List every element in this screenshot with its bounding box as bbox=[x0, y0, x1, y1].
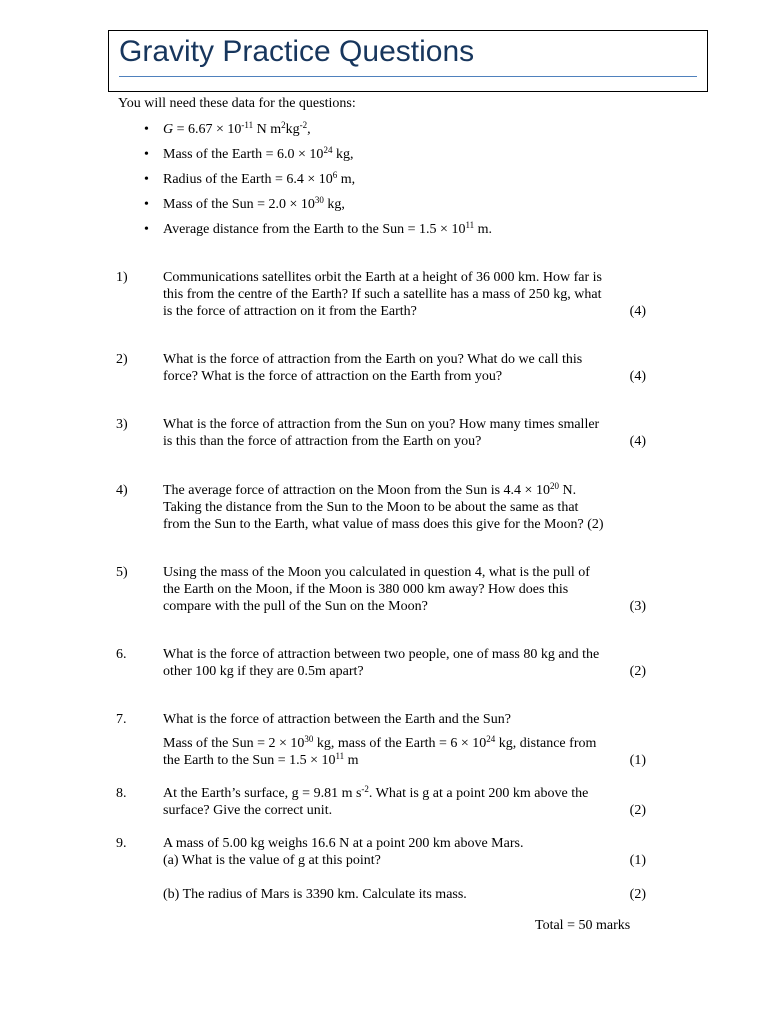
question-5: Using the mass of the Moon you calculated in question 4, what is the pull of the Earth on the Moon, if the Moon is 380 000 km away? How does this compare with the pull of the Sun on the Moon? (3) bbox=[163, 565, 646, 614]
question-number: 1) bbox=[116, 270, 128, 285]
question-8: At the Earth’s surface, g = 9.81 m $s^{-2}$. What is g at a point 200 km above the surface? Give the correct unit. (2) bbox=[163, 784, 646, 818]
marks: (4) bbox=[629, 369, 646, 384]
question-7: What is the force of attraction between the Earth and the Sun? Mass of the Sun = $2 \times 10^{30}$ kg, mass of the Earth = $6 \times 10^{24}$ kg, distance from the Earth to the Sun = $1.5 \times 10^{11}$ m (1) bbox=[163, 712, 646, 768]
question-number: 6. bbox=[116, 647, 127, 662]
question-number: 2) bbox=[116, 352, 128, 367]
data-item-earth-mass: Mass of the Earth = $6.0 \times 10^{24}$ kg, bbox=[163, 145, 354, 162]
bullet-icon: • bbox=[144, 122, 149, 137]
intro-text: You will need these data for the questions: bbox=[118, 96, 356, 111]
marks: (3) bbox=[629, 599, 646, 614]
bullet-icon: • bbox=[144, 197, 149, 212]
question-6: What is the force of attraction between two people, one of mass 80 kg and the other 100 kg if they are 0.5m apart? (2) bbox=[163, 647, 646, 679]
bullet-icon: • bbox=[144, 147, 149, 162]
title-underline bbox=[119, 76, 697, 77]
title-box bbox=[108, 30, 708, 92]
marks: (1) bbox=[629, 753, 646, 768]
marks: (2) bbox=[629, 887, 646, 902]
marks: (4) bbox=[629, 304, 646, 319]
question-number: 9. bbox=[116, 836, 127, 851]
question-number: 4) bbox=[116, 483, 128, 498]
question-number: 5) bbox=[116, 565, 128, 580]
data-item-g: $G = 6.67 \times 10^{-11}$ N $m^2kg^{-2}$, bbox=[163, 120, 311, 137]
bullet-icon: • bbox=[144, 222, 149, 237]
marks: (4) bbox=[629, 434, 646, 449]
question-4: The average force of attraction on the Moon from the Sun is $4.4 \times 10^{20}$ N. Taking the distance from the Sun to the Moon to be about the same as that from the Sun to the Earth, what value of mass does this give for the Moon? (2) bbox=[163, 481, 604, 532]
question-2: What is the force of attraction from the Earth on you? What do we call this force? What is the force of attraction on the Earth from you? (4) bbox=[163, 352, 646, 384]
question-1: Communications satellites orbit the Earth at a height of 36 000 km. How far is this from the centre of the Earth? If such a satellite has a mass of 250 kg, what is the force of attraction on it from the Earth? (4) bbox=[163, 270, 646, 319]
marks: (2) bbox=[629, 803, 646, 818]
marks: (1) bbox=[629, 853, 646, 868]
question-number: 7. bbox=[116, 712, 127, 727]
total-marks: Total = 50 marks bbox=[535, 918, 631, 933]
question-3: What is the force of attraction from the Sun on you? How many times smaller is this than the force of attraction from the Earth on you? (4) bbox=[163, 417, 646, 449]
data-item-earth-radius: Radius of the Earth = $6.4 \times 10^6$ m, bbox=[163, 170, 356, 187]
question-number: 8. bbox=[116, 786, 127, 801]
page-title: Gravity Practice Questions bbox=[119, 35, 475, 68]
data-item-distance: Average distance from the Earth to the Sun = $1.5 \times 10^{11}$ m. bbox=[163, 220, 493, 237]
question-9: A mass of 5.00 kg weighs 16.6 N at a point 200 km above Mars. (a) What is the value of g at this point? (1) (b) The radius of Mars is 3390 km. Calculate its mass. (2) bbox=[163, 836, 646, 902]
data-item-sun-mass: Mass of the Sun = $2.0 \times 10^{30}$ kg, bbox=[163, 195, 345, 212]
marks: (2) bbox=[629, 664, 646, 679]
bullet-icon: • bbox=[144, 172, 149, 187]
question-number: 3) bbox=[116, 417, 128, 432]
